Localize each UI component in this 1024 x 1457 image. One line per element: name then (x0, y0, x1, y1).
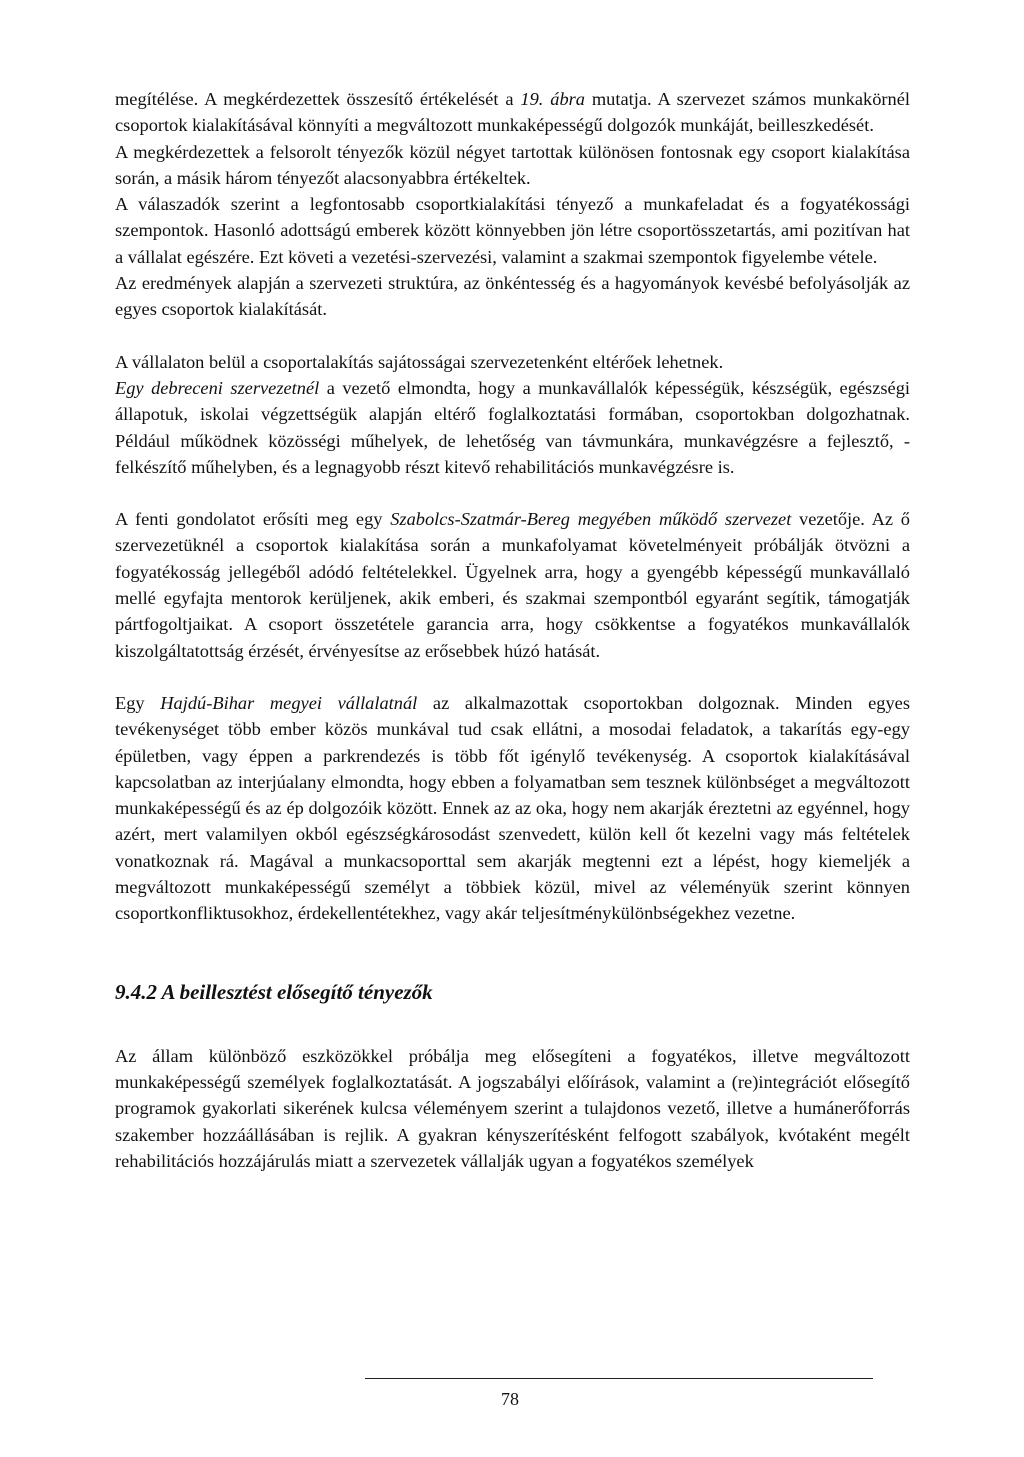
section-spacer (115, 1005, 910, 1043)
italic-text: Hajdú-Bihar megyei vállalatnál (160, 692, 418, 713)
italic-text: 19. ábra (520, 89, 585, 109)
text-run: vezetője. Az ő szervezetüknél a csoportok kialakítása során a munkafolyamat követelményeit próbálják ötvözni a fogyatékosság jellegéből adódó feltételekkel. Ügyelnek arra, hogy a gyengébb képességű munkavállaló mellé egyfajta mentorok kerüljenek, akik emberi, és szakmai szempontból egyaránt segítik, támogatják pártfogoltjaikat. A csoport összetétele garancia arra, hogy csökkentse a fogyatékos munkavállalók kiszolgáltatottság érzését, érvényesítse az erősebbek húzó hatását. (115, 509, 910, 661)
paragraph (115, 191, 910, 270)
text-run: A megkérdezettek a felsorolt tényezők közül négyet tartottak különösen fontosnak egy csoport kialakítása során, a másik három tényezőt alacsonyabbra értékeltek. (115, 141, 910, 188)
paragraph (115, 270, 910, 323)
closing-paragraph: Az állam különböző eszközökkel próbálja meg elősegíteni a fogyatékos, illetve megváltozott munkaképességű személyek foglalkoztatását. A jogszabályi előírások, valamint a (re)integrációt elősegítő programok gyakorlati sikerének kulcsa véleményem szerint a tulajdonos vezető, illetve a humánerőforrás szakember hozzáállásában is rejlik. A gyakran kényszerítésként felfogott szabályok, kvótaként megélt rehabilitációs hozzájárulás miatt a szervezetek vállalják ugyan a fogyatékos személyek (115, 1045, 910, 1171)
paragraph-spacer (115, 323, 910, 349)
text-run: mutatja. A szervezet számos munkakörnél csoportok kialakításával könnyíti a megváltozott munkaképességű dolgozók munkáját, beilleszkedését. (115, 89, 910, 136)
paragraph (115, 506, 910, 664)
body-text (115, 86, 910, 927)
paragraph-spacer (115, 480, 910, 506)
paragraph (115, 375, 910, 480)
paragraph (115, 86, 910, 139)
italic-text: Szabolcs-Szatmár-Bereg megyében működő szervezet (390, 509, 792, 530)
text-run: a vezető elmondta, hogy a munkavállalók képességük, készségük, egészségi állapotuk, iskolai végzettségük alapján eltérő foglalkoztatási formában, csoportokban dolgozhatnak. Például működnek közösségi műhelyek, de lehetőség van távmunkára, munkavégzésre a fejlesztő, - felkészítő műhelyben, és a legnagyobb részt kitevő rehabilitációs munkavégzésre is. (115, 377, 910, 477)
footer-rule (365, 1378, 873, 1379)
text-run: A válaszadók szerint a legfontosabb csoportkialakítási tényező a munkafeladat és a fogyatékossági szempontok. Hasonló adottságú emberek között könnyebben jön létre csoportösszetartás, ami pozitívan hat a vállalat egészére. Ezt követi a vezetési-szervezési, valamint a szakmai szempontok figyelembe vétele. (115, 194, 910, 267)
paragraph-spacer (115, 664, 910, 690)
text-run: Egy (115, 692, 161, 713)
italic-text: Egy debreceni szervezetnél (115, 377, 320, 398)
page-number: 78 (501, 1389, 519, 1409)
paragraph (115, 690, 910, 927)
section-spacer (115, 927, 910, 965)
text-run: A vállalaton belül a csoportalakítás sajátosságai szervezetenként eltérőek lehetnek. (115, 351, 724, 372)
document-page (115, 86, 910, 1174)
paragraph (115, 139, 910, 192)
text-run: A fenti gondolatot erősíti meg egy (115, 509, 391, 530)
text-run: Az eredmények alapján a szervezeti struktúra, az önkéntesség és a hagyományok kevésbé befolyásolják az egyes csoportok kialakítását. (115, 273, 910, 320)
paragraph (115, 349, 910, 375)
text-run: az alkalmazottak csoportokban dolgoznak. Minden egyes tevékenységet több ember közös munkával tud csak ellátni, a mosodai feladatok, a takarítás egy-egy épületben, vagy éppen a parkrendezés is több főt igénylő tevékenység. A csoportok kialakításával kapcsolatban az interjúalany elmondta, hogy ebben a folyamatban sem tesznek különbséget a megváltozott munkaképességű és az ép dolgozóik között. Ennek az az oka, hogy nem akarják éreztetni az egyénnel, hogy azért, mert valamilyen okból egészségkárosodást szenvedett, külön kell őt kezelni vagy más feltételek vonatkoznak rá. Magával a munkacsoporttal sem akarják megtenni ezt a lépést, hogy kiemeljék a megváltozott munkaképességű személyt a többiek közül, mivel az véleményük szerint könnyen csoportkonfliktusokhoz, érdekellentétekhez, vagy akár teljesítménykülönbségekhez vezetne. (115, 692, 910, 924)
section-heading: 9.4.2 A beillesztést elősegítő tényezők (115, 979, 433, 1004)
text-run: megítélése. A megkérdezettek összesítő értékelését a (115, 89, 521, 109)
